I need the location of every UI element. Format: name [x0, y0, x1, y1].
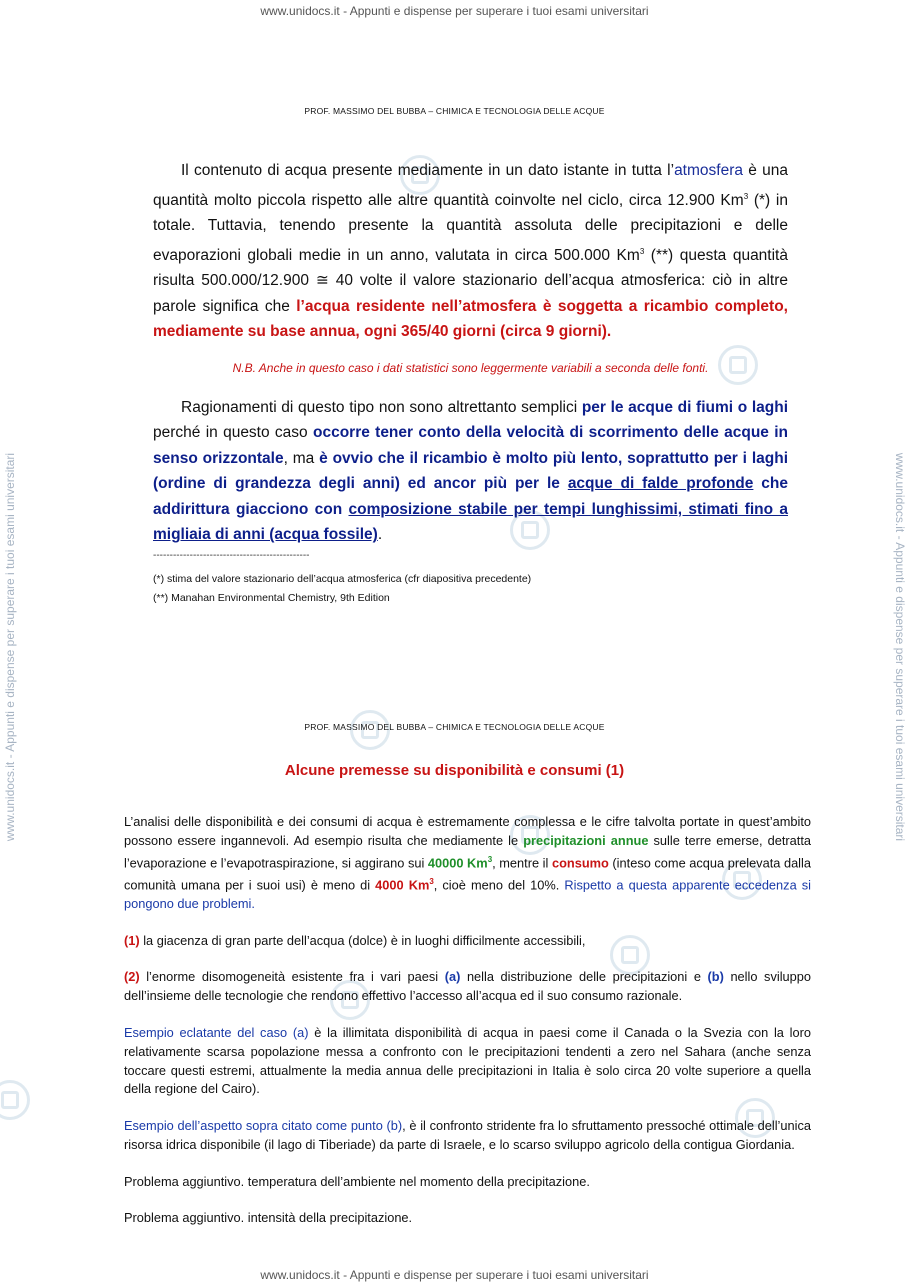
footnote: (**) Manahan Environmental Chemistry, 9th Edition — [153, 592, 390, 604]
side-watermark-left: www.unidocs.it - Appunti e dispense per superare i tuoi esami universitari — [3, 452, 17, 842]
paragraph-rivers-lakes: Ragionamenti di questo tipo non sono altrettanto semplici per le acque di fiumi o laghi perché in questo caso occorre tener conto della velocità di scorrimento delle acque in senso orizzontale, ma è ovvio che il ricambio è molto più lento, soprattutto per i laghi (ordine di grandezza degli anni) ed ancor più per le acque di falde profonde che addirittura giacciono con composizione stabile per tempi lunghissimi, stimati fino a migliaia di anni (acqua fossile). — [153, 398, 789, 544]
paragraph-extra-problem: Problema aggiuntivo. temperatura dell’ambiente nel momento della precipitazione. — [124, 1173, 590, 1189]
paragraph-example-b: Esempio dell’aspetto sopra citato come punto (b), è il confronto stridente fra lo sfruttamento pressoché ottimale dell’unica risorsa idrica disponibile (il lago di Tiberiade) da parte di Israele, e lo scarso sviluppo agricolo della contigua Giordania. — [124, 1118, 811, 1152]
note-nb: N.B. Anche in questo caso i dati statistici sono leggermente variabili a seconda delle fonti. — [232, 360, 709, 375]
site-banner-bottom: www.unidocs.it - Appunti e dispense per superare i tuoi esami universitari — [260, 1268, 649, 1282]
footnote: (*) stima del valore stazionario dell’acqua atmosferica (cfr diapositiva precedente) — [153, 573, 532, 585]
footnote-separator: ----------------------------------------------- — [153, 550, 310, 561]
paragraph-analysis: L’analisi delle disponibilità e dei consumi di acqua è estremamente complessa e le cifre talvolta portate in quest’ambito possono essere ingannevoli. Ad esempio risulta che mediamente le precipitazioni annue sulle terre emerse, detratta l’evaporazione e l’evapotraspirazione, si aggirano sui 40000 Km$^3$, mentre il consumo (inteso come acqua prelevata dalla comunità umana per i suoi usi) è meno di 4000 Km$^3$, cioè meno del 10%. Rispetto a questa apparente eccedenza si pongono due problemi. — [124, 814, 811, 911]
section-title: Alcune premesse su disponibilità e consumi (1) — [284, 762, 625, 779]
side-watermark-right: www.unidocs.it - Appunti e dispense per superare i tuoi esami universitari — [893, 452, 907, 842]
paragraph-problem-1: (1) la giacenza di gran parte dell’acqua (dolce) è in luoghi difficilmente accessibili, — [124, 932, 586, 948]
site-banner-top: www.unidocs.it - Appunti e dispense per superare i tuoi esami universitari — [260, 4, 649, 18]
paragraph-problem-2: (2) l’enorme disomogeneità esistente fra i vari paesi (a) nella distribuzione delle precipitazioni e (b) nello sviluppo dell’insieme delle tecnologie che rendono effettivo l’accesso all’acqua ed il suo consumo razionale. — [124, 969, 812, 1004]
watermark-logo-icon — [0, 1080, 30, 1120]
page-header: PROF. MASSIMO DEL BUBBA – CHIMICA E TECNOLOGIA DELLE ACQUE — [304, 722, 605, 732]
paragraph-extra-problem: Problema aggiuntivo. intensità della precipitazione. — [124, 1210, 413, 1226]
page1-body — [153, 158, 788, 548]
paragraph-example-a: Esempio eclatante del caso (a) è la illimitata disponibilità di acqua in paesi come il Canada o la Svezia con la loro relativamente scarsa popolazione messa a confronto con le precipitazioni tendenti a zero nel Sahara (anche senza toccare questi estremi, attualmente la media annua delle precipitazioni in Italia è solo circa 20 volte superiore a quella della regione del Cairo). — [124, 1024, 811, 1097]
page-header: PROF. MASSIMO DEL BUBBA – CHIMICA E TECNOLOGIA DELLE ACQUE — [304, 106, 605, 116]
paragraph-atmosphere: Il contenuto di acqua presente mediamente in un dato istante in tutta l’atmosfera è una quantità molto piccola rispetto alle altre quantità coinvolte nel ciclo, circa 12.900 Km$^3$ (*) in totale. Tuttavia, tenendo presente la quantità assoluta delle precipitazioni e delle evaporazioni globali medie in un anno, valutata in circa 500.000 Km$^3$ (**) questa quantità risulta 500.000/12.900 ≅ 40 volte il valore stazionario dell’acqua atmosferica: ciò in altre parole significa che l’acqua residente nell’atmosfera è soggetta a ricambio completo, mediamente su base annua, ogni 365/40 giorni (circa 9 giorni). — [153, 162, 788, 341]
page2-body — [124, 813, 811, 1246]
